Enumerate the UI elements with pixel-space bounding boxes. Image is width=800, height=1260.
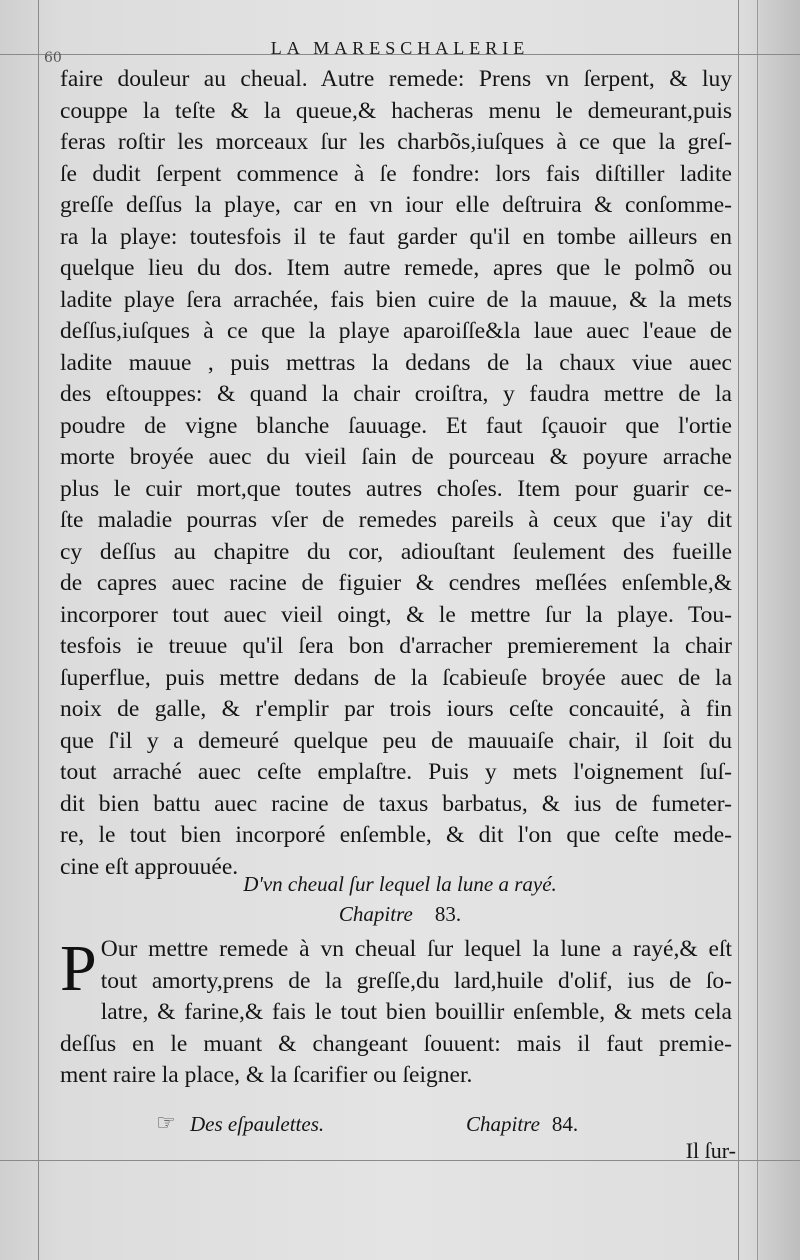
text-line: ladite mauue , puis mettras la dedans de la chaux viue auec	[60, 349, 732, 376]
body-text	[60, 64, 732, 883]
text-line: noix de galle, & r'emplir par trois iours ceſte concauité, à fin	[60, 696, 732, 722]
chapter-label: Chapitre	[338, 902, 413, 926]
text-line: cine eſt approuuée.	[60, 853, 239, 880]
text-line: ſe dudit ſerpent commence à ſe fondre: lors fais diſtiller ladite	[60, 160, 732, 187]
text-line: des eſtouppes: & quand la chair croiſtra, y faudra mettre de la	[60, 381, 732, 407]
text-line: dit bien battu auec racine de taxus barbatus, & ius de fumeter-	[60, 790, 732, 817]
text-line: quelque lieu du dos. Item autre remede, apres que le polmõ ou	[60, 255, 732, 281]
text-line: greſſe deſſus la playe, car en vn iour elle deſtruira & conſomme-	[60, 192, 732, 218]
text-line: que ſ'il y a demeuré quelque peu de mauuaiſe chair, il ſoit du	[60, 727, 732, 754]
running-head: LA MARESCHALERIE	[270, 38, 530, 58]
text-line: ſte maladie pourras vſer de remedes pareils à ceux que i'ay dit	[60, 507, 732, 533]
text-line: tesfois ie treuue qu'il ſera bon d'arracher premierement la chair	[60, 633, 732, 659]
folio-number: 60	[44, 50, 62, 66]
section-body	[60, 934, 732, 1092]
text-line: feras roſtir les morceaux ſur les charbõs,iuſques à ce que la greſ-	[60, 129, 732, 155]
section-title: D'vn cheual ſur lequel la lune a rayé.	[243, 872, 557, 896]
text-line: ladite playe ſera arrachée, fais bien cuire de la mauue, & la mets	[60, 286, 732, 313]
text-line: tout arraché auec ceſte emplaſtre. Puis y mets l'oignement ſuſ-	[60, 759, 732, 785]
text-line: poudre de vigne blanche ſauuage. Et faut ſçauoir que l'ortie	[60, 412, 732, 439]
catchword: Il ſur-	[685, 1138, 736, 1163]
text-line: incorporer tout auec vieil oingt, & le mettre ſur la playe. Tou-	[60, 601, 732, 628]
text-line: Our mettre remede à vn cheual ſur lequel la lune a rayé,& eſt	[100, 936, 732, 962]
margin-rule-left	[38, 0, 39, 1260]
text-line: ment raire la place, & la ſcarifier ou ſeigner.	[60, 1062, 473, 1088]
chapter-heading	[0, 902, 800, 927]
next-chapter-heading	[466, 1112, 578, 1137]
next-chapter-number: 84.	[551, 1112, 579, 1136]
page-edge	[757, 0, 800, 1260]
text-line: de capres auec racine de figuier & cendres meſlées enſemble,&	[60, 570, 732, 596]
text-line: deſſus en le muant & changeant ſouuent: mais il faut premie-	[60, 1030, 732, 1057]
text-line: deſſus,iuſques à ce que la playe aparoiſſe&la laue auec l'eaue de	[60, 318, 732, 344]
text-line: faire douleur au cheual. Autre remede: Prens vn ſerpent, & luy	[60, 66, 732, 92]
text-line: latre, & farine,& fais le tout bien bouillir enſemble, & mets cela	[100, 999, 732, 1025]
text-line: ra la playe: toutesfois il te faut garder qu'il en tombe ailleurs en	[60, 223, 732, 250]
next-chapter-label: Chapitre	[466, 1112, 540, 1136]
text-line: couppe la teſte & la queue,& hacheras menu le demeurant,puis	[60, 97, 732, 124]
margin-rule-right	[738, 0, 739, 1260]
next-section-title: Des eſpaulettes.	[190, 1112, 325, 1136]
text-line: morte broyée auec du vieil ſain de pourceau & poyure arrache	[60, 444, 732, 470]
text-line: cy deſſus au chapitre du cor, adiouſtant ſeulement des fueille	[60, 538, 732, 565]
hand-mark-icon: ☞	[156, 1110, 176, 1135]
chapter-number: 83.	[434, 902, 462, 926]
margin-rule-bottom	[0, 1160, 800, 1161]
text-line: re, le tout bien incorporé enſemble, & dit l'on que ceſte mede-	[60, 822, 732, 848]
page-footer	[0, 1112, 800, 1152]
text-line: tout amorty,prens de la greſſe,du lard,huile d'olif, ius de ſo-	[100, 967, 732, 994]
text-line: ſuperflue, puis mettre dedans de la ſcabieuſe broyée auec de la	[60, 664, 732, 691]
drop-cap: P	[60, 932, 97, 1005]
text-line: plus le cuir mort,que toutes autres choſes. Item pour guarir ce-	[60, 475, 732, 502]
